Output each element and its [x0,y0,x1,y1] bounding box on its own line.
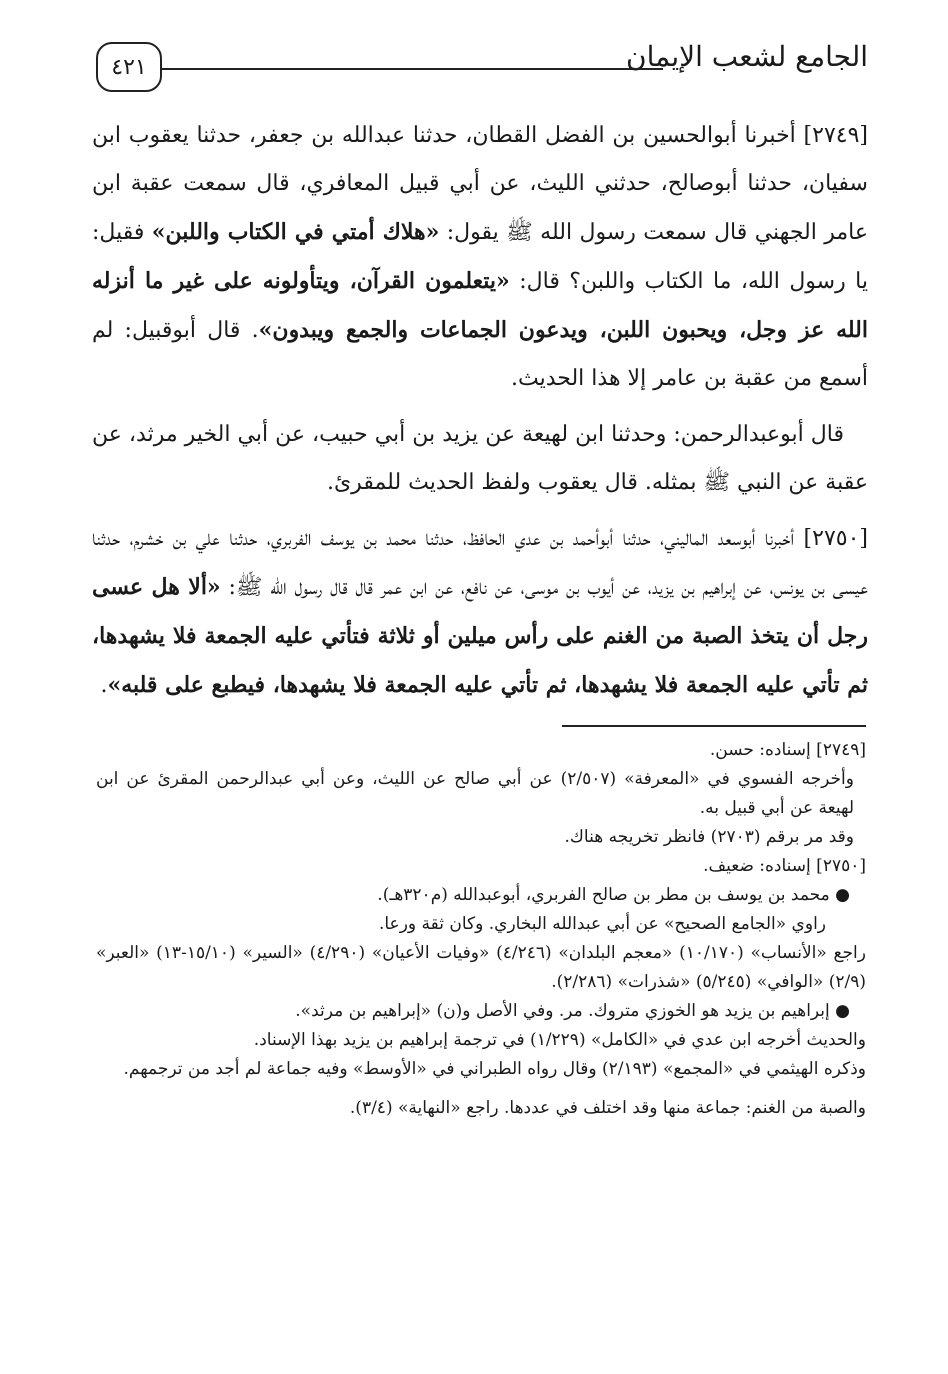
footnote-narrator-ibrahim: ● إبراهيم بن يزيد هو الخوزي متروك. مر. وفي الأصل و(ن) «إبراهيم بن مرثد». [295,1001,850,1021]
hadith-2749 [92,112,868,403]
footnote-2749-grade: [٢٧٤٩] إسناده: حسن. [709,740,866,760]
main-text [92,112,868,718]
hadith-2749-isnad: [٢٧٤٩] أخبرنا أبوالحسين بن الفضل القطان، حدثنا عبدالله بن جعفر، حدثنا يعقوب ابن سفيان، حدثنا أبوصالح، حدثني الليث، عن أبي قبيل المعافري، قال سمعت عقبة ابن عامر الجهني قال سمعت رسول الله ﷺ يقول: [92,123,868,245]
hadith-2749-alt-chain: قال أبوعبدالرحمن: وحدثنا ابن لهيعة عن يزيد بن أبي حبيب، عن أبي الخير مرثد، عن عقبة عن النبي ﷺ بمثله. قال يعقوب ولفظ الحديث للمقرئ. [92,422,868,495]
header-rule [162,68,663,70]
hadith-2750 [92,515,868,710]
hadith-2749-question: فقيل: يا رسول الله، ما الكتاب واللبن؟ قال: [92,220,868,294]
footnote-word-sibba: والصبة من الغنم: جماعة منها وقد اختلف في عددها. راجع «النهاية» (٣/٤). [349,1098,866,1118]
hadith-2749-quote-1: «هلاك أمتي في الكتاب واللبن» [151,219,440,245]
footnote-separator [562,725,866,727]
footnote-narrator-references: راجع «الأنساب» (١٠/١٧٠) «معجم البلدان» (٤/٢٤٦) «وفيات الأعيان» (٤/٢٩٠) «السير» (١٥/١٠-١٣) «العبر» (٢/٩) «الوافي» (٥/٢٤٥) «شذرات» (٢/٢٨٦). [96,943,866,992]
footnote-2749-crossref: وقد مر برقم (٢٧٠٣) فانظر تخريجه هناك. [564,827,854,847]
hadith-2749-quote-2: «يتعلمون القرآن، ويتأولونه على غير ما أنزله الله عز وجل، ويحبون اللبن، ويدعون الجماعات والجمع ويبدون» [92,268,868,343]
footnote-2749-takhrij: وأخرجه الفسوي في «المعرفة» (٢/٥٠٧) عن أبي صالح عن الليث، وعن أبي عبدالرحمن المقرئ عن ابن لهيعة عن أبي قبيل به. [96,769,854,818]
hadith-2750-quote: «ألا هل عسى رجل أن يتخذ الصبة من الغنم على رأس ميلين أو ثلاثة فتأتي عليه الجمعة فلا يشهدها، ثم تأتي عليه الجمعة فلا يشهدها، ثم تأتي عليه الجمعة فلا يشهدها، فيطبع على قلبه» [92,574,868,698]
footnote-2750-grade: [٢٧٥٠] إسناده: ضعيف. [703,856,866,876]
page-header [88,38,868,98]
footnote-2750-takhrij: والحديث أخرجه ابن عدي في «الكامل» (١/٢٢٩) في ترجمة إبراهيم بن يزيد بهذا الإسناد. [253,1030,866,1050]
hadith-2749-ending: . قال أبوقبيل: لم أسمع من عقبة بن عامر إلا هذا الحديث. [92,318,868,391]
footnote-2750-haythami: وذكره الهيثمي في «المجمع» (٢/١٩٣) وقال رواه الطبراني في «الأوسط» وفيه جماعة لم أجد من ترجمهم. [123,1059,866,1079]
page-number: ٤٢١ [96,42,162,92]
footnote-narrator-firabri-note: راوي «الجامع الصحيح» عن أبي عبدالله البخاري. وكان ثقة ورعا. [378,914,826,934]
hadith-2750-ending: . [100,673,108,698]
book-title: الجامع لشعب الإيمان [626,40,868,73]
hadith-2750-isnad: [٢٧٥٠] أخبرنا أبوسعد الماليني، حدثنا أبوأحمد بن عدي الحافظ، حدثنا محمد بن يوسف الفربري، حدثنا علي بن خشرم، حدثنا عيسى بن يونس، عن إبراهيم بن يزيد، عن أيوب بن موسى، عن نافع، عن ابن عمر قال قال رسول الله ﷺ: [92,526,868,600]
footnote-narrator-firabri: ● محمد بن يوسف بن مطر بن صالح الفربري، أبوعبدالله (م٣٢٠هـ). [377,885,850,905]
footnotes [96,736,866,1123]
